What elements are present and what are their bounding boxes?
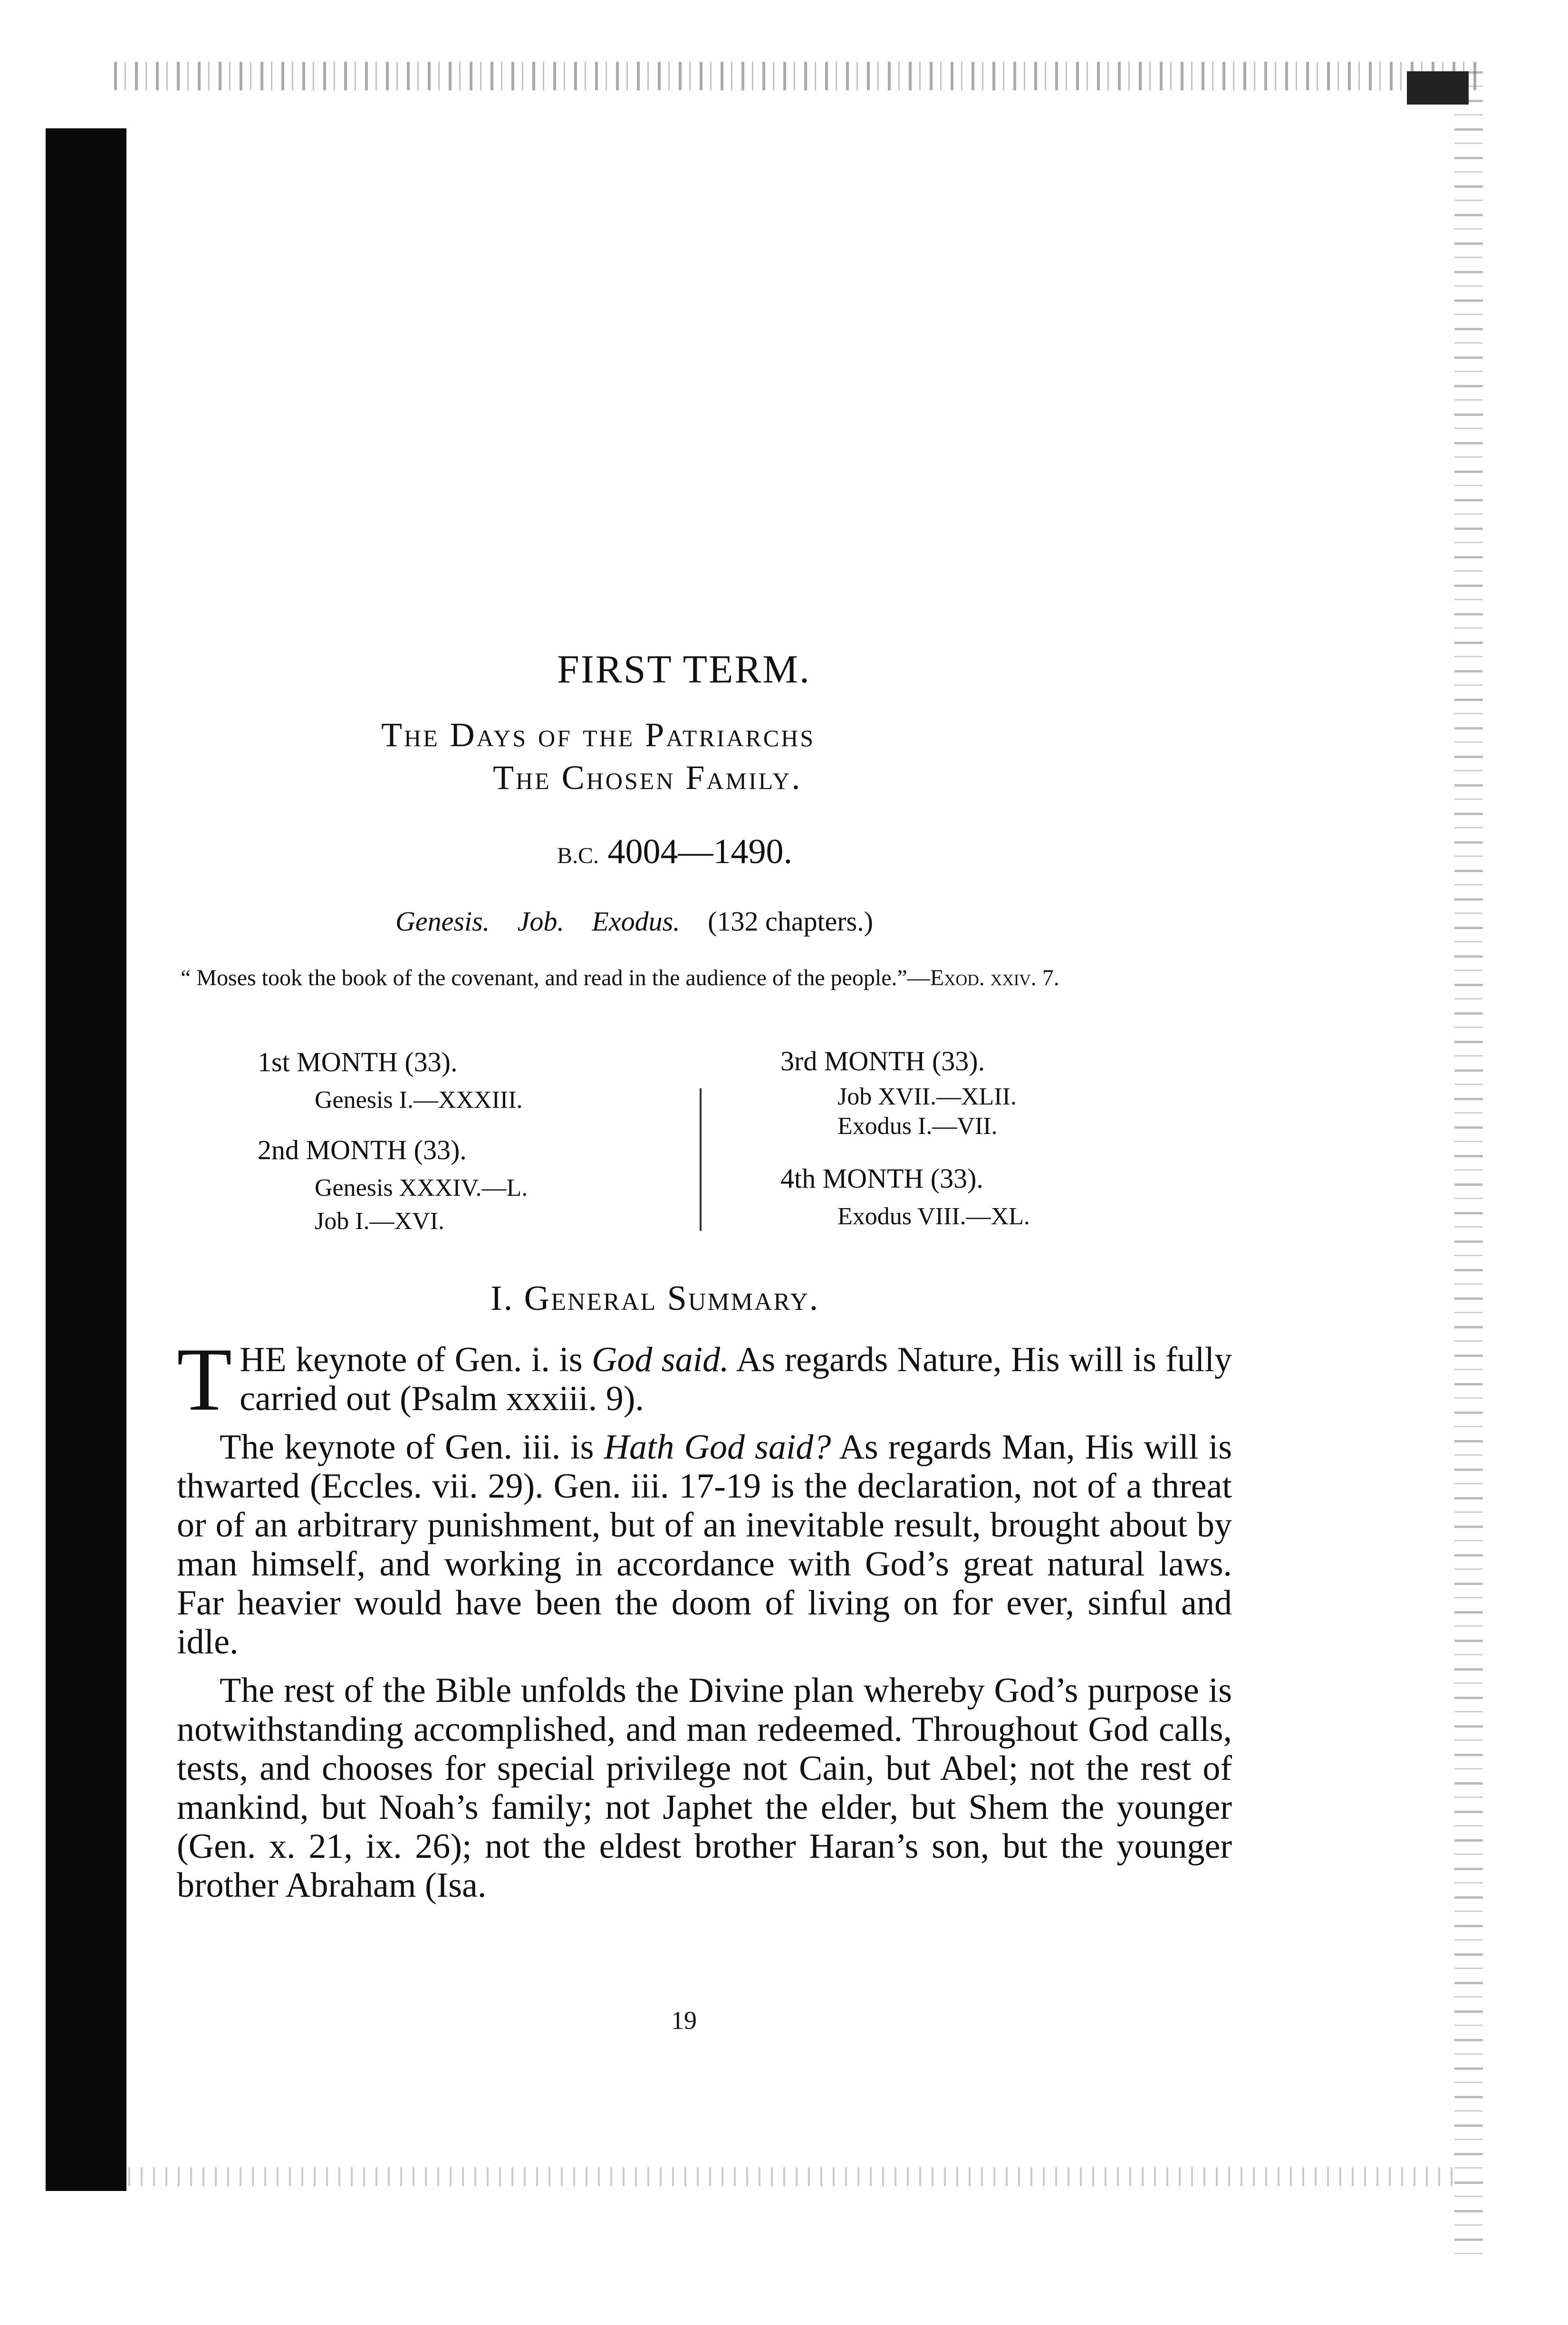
- quote-reference: Exod. xxiv. 7.: [930, 965, 1059, 990]
- term-title: FIRST TERM.: [557, 647, 811, 692]
- month-reading: Genesis XXXIV.—L.: [315, 1174, 528, 1201]
- epigraph-quote: [181, 965, 1236, 991]
- date-range: [557, 832, 792, 872]
- paragraph-2-text-b: As regards Man, His will is thwarted (Eccles. vii. 29). Gen. iii. 17-19 is the declaration, not of a threat or of an arbitrary punishment, but of an inevitable result, brought about by man himself, and working in accordance with God’s great natural laws. Far heavier would have been the doom of living on for ever, sinful and idle.: [177, 1428, 1232, 1662]
- paragraph-1-emphasis: God said.: [591, 1340, 729, 1379]
- book-genesis: Genesis.: [395, 906, 490, 937]
- month-reading: Genesis I.—XXXIII.: [315, 1086, 523, 1114]
- paragraph-3: The rest of the Bible unfolds the Divine plan whereby God’s purpose is notwithstanding accomplished, and man redeemed. Throughout God calls, tests, and chooses for special privilege not Cain, but Abel; not the rest of mankind, but Noah’s family; not Japhet the elder, but Shem the younger (Gen. x. 21, ix. 26); not the eldest brother Haran’s son, but the younger brother Abraham (Isa.: [177, 1671, 1232, 1905]
- body-text: [177, 1330, 1232, 1914]
- month-label: 1st MONTH (33).: [258, 1047, 458, 1077]
- schedule-month-1: [258, 1043, 523, 1119]
- paragraph-2-emphasis: Hath God said?: [604, 1428, 831, 1467]
- scan-top-edge-noise: [114, 62, 1483, 90]
- month-reading: Job XVII.—XLII.: [837, 1083, 1017, 1110]
- page-number: 19: [671, 2006, 697, 2035]
- paragraph-2: [177, 1428, 1232, 1662]
- paragraph-1: [177, 1330, 1232, 1430]
- month-label: 2nd MONTH (33).: [258, 1134, 467, 1165]
- subtitle-patriarchs: The Days of the Patriarchs: [381, 716, 816, 754]
- paragraph-1-text-b: As regards Nature, His will is fully carried out (Psalm xxxiii. 9).: [240, 1340, 1232, 1418]
- scan-binding-shadow: [46, 128, 126, 2191]
- book-exodus: Exodus.: [592, 906, 680, 937]
- book-list: [395, 905, 873, 937]
- month-reading: Exodus VIII.—XL.: [837, 1203, 1030, 1230]
- column-divider: [700, 1088, 702, 1231]
- month-label: 3rd MONTH (33).: [780, 1046, 985, 1076]
- schedule-month-3: [780, 1043, 1017, 1138]
- month-reading: Job I.—XVI.: [315, 1208, 444, 1235]
- quote-text: “ Moses took the book of the covenant, and read in the audience of the people.”—: [181, 965, 930, 990]
- month-label: 4th MONTH (33).: [780, 1163, 983, 1194]
- drop-cap: T: [177, 1330, 232, 1430]
- schedule-month-2: [258, 1131, 528, 1236]
- scan-right-edge-noise: [1454, 71, 1483, 2258]
- book-job: Job.: [517, 906, 564, 937]
- month-reading: Exodus I.—VII.: [837, 1113, 998, 1140]
- date-years: 4004—1490.: [607, 832, 793, 871]
- paragraph-2-text-a: The keynote of Gen. iii. is: [220, 1428, 604, 1467]
- schedule-month-4: [780, 1160, 1030, 1236]
- subtitle-chosen-family: The Chosen Family.: [493, 759, 802, 797]
- chapter-count: (132 chapters.): [708, 906, 873, 937]
- date-era: B.C.: [557, 843, 599, 868]
- paragraph-1-text-a: HE keynote of Gen. i. is: [240, 1340, 592, 1379]
- scan-corner-mark: [1407, 71, 1469, 105]
- scan-bottom-edge-noise: [128, 2167, 1459, 2186]
- section-heading: I. General Summary.: [491, 1279, 820, 1318]
